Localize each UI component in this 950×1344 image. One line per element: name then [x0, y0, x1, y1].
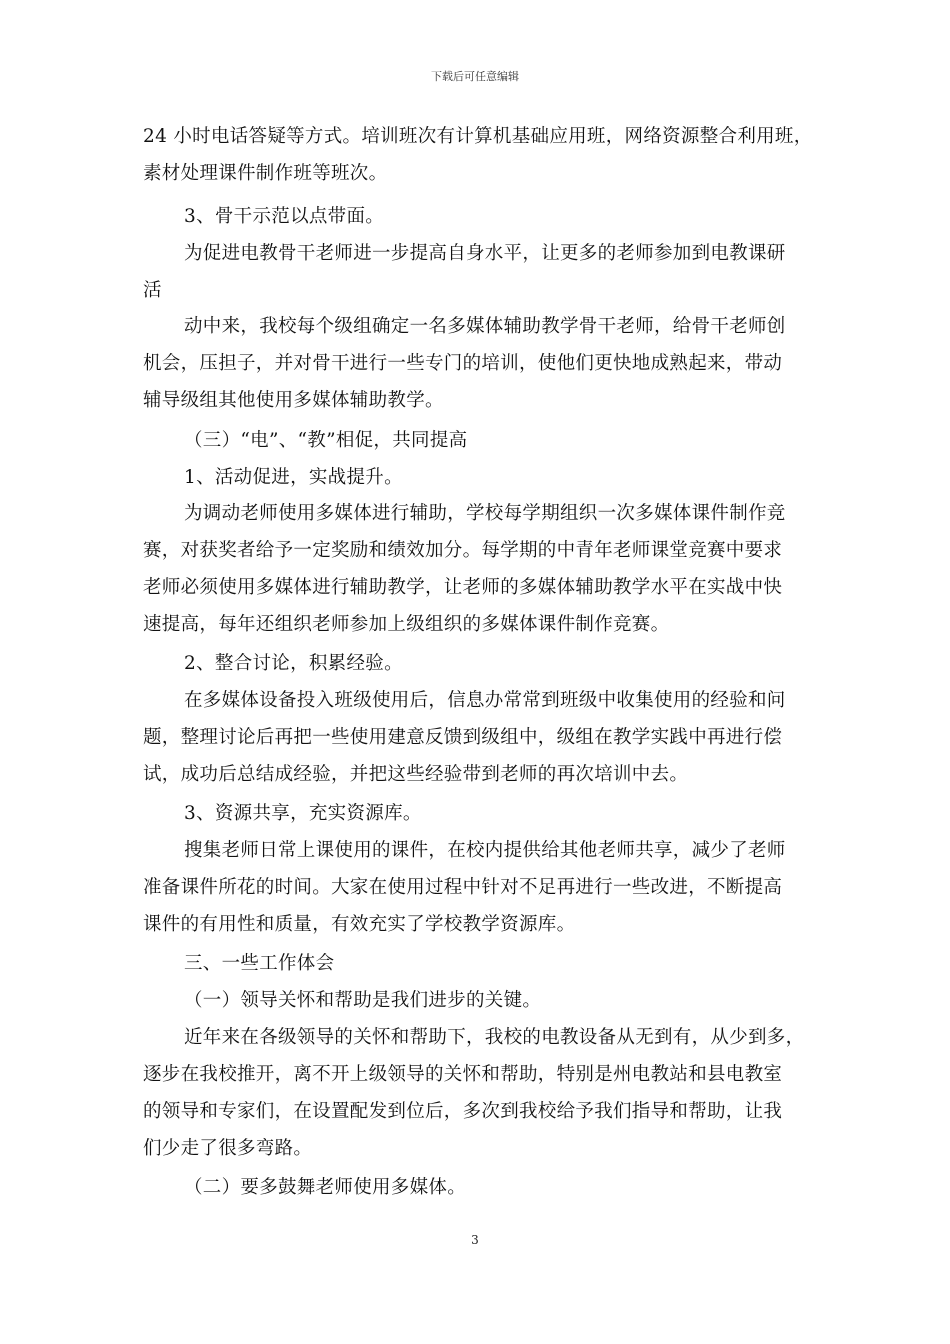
text-line: 速提高，每年还组织老师参加上级组织的多媒体课件制作竞赛。: [143, 614, 670, 635]
text-line: 活: [143, 280, 162, 301]
text-line: 3、资源共享，充实资源库。: [184, 803, 422, 824]
text-line: 在多媒体设备投入班级使用后，信息办常常到班级中收集使用的经验和问: [184, 690, 786, 711]
page-header: 下载后可任意编辑: [431, 70, 519, 83]
text-line: 逐步在我校推开，离不开上级领导的关怀和帮助，特别是州电教站和县电教室: [143, 1064, 783, 1085]
text-line: 近年来在各级领导的关怀和帮助下，我校的电教设备从无到有，从少到多，: [184, 1027, 805, 1048]
text-line: 为促进电教骨干老师进一步提高自身水平，让更多的老师参加到电教课研: [184, 243, 786, 264]
text-line: 1、活动促进，实战提升。: [184, 467, 403, 488]
page-number: 3: [471, 1233, 479, 1247]
text-line: 试，成功后总结成经验，并把这些经验带到老师的再次培训中去。: [143, 764, 689, 785]
text-line: 的领导和专家们，在设置配发到位后，多次到我校给予我们指导和帮助，让我: [143, 1101, 783, 1122]
text-line: 24 小时电话答疑等方式。培训班次有计算机基础应用班，网络资源整合利用班，: [143, 126, 813, 147]
text-line: （二）要多鼓舞老师使用多媒体。: [184, 1177, 467, 1198]
text-line: （三）“电”、“教”相促，共同提高: [184, 430, 468, 451]
text-line: 为调动老师使用多媒体进行辅助，学校每学期组织一次多媒体课件制作竞: [184, 503, 786, 524]
text-line: 赛，对获奖者给予一定奖励和绩效加分。每学期的中青年老师课堂竞赛中要求: [143, 540, 783, 561]
text-line: 动中来，我校每个级组确定一名多媒体辅助教学骨干老师，给骨干老师创: [184, 316, 786, 337]
text-line: 2、整合讨论，积累经验。: [184, 653, 403, 674]
text-line: 题，整理讨论后再把一些使用建意反馈到级组中，级组在教学实践中再进行偿: [143, 727, 783, 748]
text-line: 搜集老师日常上课使用的课件，在校内提供给其他老师共享，减少了老师: [184, 840, 786, 861]
text-line: 准备课件所花的时间。大家在使用过程中针对不足再进行一些改进，不断提高: [143, 877, 783, 898]
text-line: 们少走了很多弯路。: [143, 1138, 313, 1159]
text-line: （一）领导关怀和帮助是我们进步的关键。: [184, 990, 542, 1011]
text-line: 三、一些工作体会: [184, 953, 335, 974]
text-line: 课件的有用性和质量，有效充实了学校教学资源库。: [143, 914, 576, 935]
text-line: 辅导级组其他使用多媒体辅助教学。: [143, 390, 444, 411]
text-line: 机会，压担子，并对骨干进行一些专门的培训，使他们更快地成熟起来，带动: [143, 353, 783, 374]
text-line: 素材处理课件制作班等班次。: [143, 163, 388, 184]
text-line: 3、骨干示范以点带面。: [184, 206, 385, 227]
text-line: 老师必须使用多媒体进行辅助教学，让老师的多媒体辅助教学水平在实战中快: [143, 577, 783, 598]
